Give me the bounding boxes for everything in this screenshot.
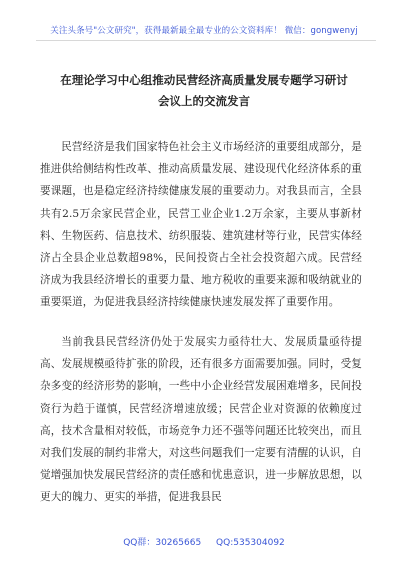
body-paragraph: 民营经济是我们国家特色社会主义市场经济的重要组成部分，是推进供给侧结构性改革、推动高质量发展、建设现代化经济体系的重要课题，也是稳定经济持续健康发展的重要动力。对我县而言，全县共有2.5万余家民营企业，民营工业企业1.2万余家，主要从事新材料、生物医药、信息技术、纺织服装、建筑建材等行业，民营实体经济占全县企业总数超98%，民间投资占全社会投资超六成。民营经济成为我县经济增长的重要力量、地方税收的重要来源和吸纳就业的重要渠道，为促进我县经济持续健康快速发展发挥了重要作用。	[40, 141, 362, 309]
footer-qq: QQ:535304092	[216, 538, 285, 548]
title-line-1: 在理论学习中心组推动民营经济高质量发展专题学习研讨	[60, 73, 348, 87]
body-paragraph: 当前我县民营经济仍处于发展实力亟待壮大、发展质量亟待提高、发展规模亟待扩张的阶段，还有很多方面需要加强。同时，受复杂多变的经济形势的影响，一些中小企业经营发展困难增多，民间投资行为趋于谨慎，民营经济增速放缓；民营企业对资源的依赖度过高，技术含量相对较低，市场竞争力还不强等问题还比较突出，而且对我们发展的制约非常大，对这些问题我们一定要有清醒的认识，自觉增强加快发展民营经济的责任感和忧患意识，进一步解放思想，以更大的魄力、更实的举措，促进我县民	[40, 336, 362, 504]
footer-banner	[0, 535, 408, 548]
footer-qq-group: QQ群：30265665	[123, 538, 202, 548]
title-line-2: 会议上的交流发言	[158, 94, 250, 108]
header-banner: 关注头条号"公文研究"，获得最新最全最专业的公文资料库！ 微信：gongwenyj	[50, 26, 358, 36]
document-title	[30, 70, 378, 112]
header-divider	[36, 40, 376, 41]
